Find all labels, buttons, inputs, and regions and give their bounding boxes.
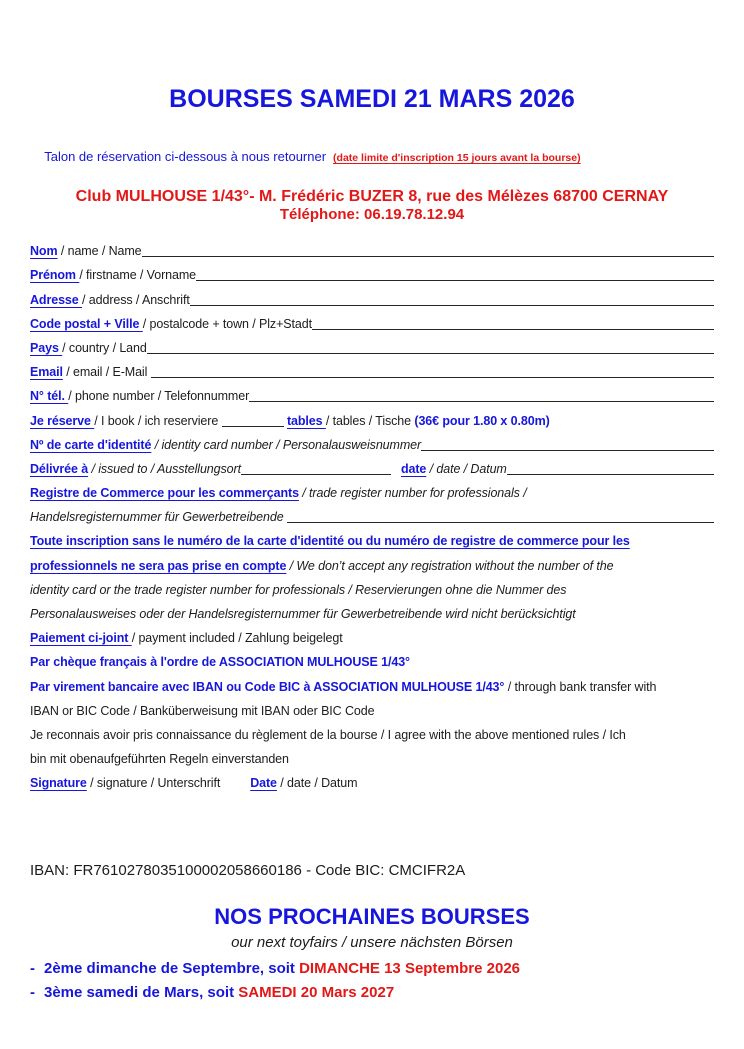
- form-text: / country / Land: [62, 340, 147, 355]
- club-address-line: Club MULHOUSE 1/43°- M. Frédéric BUZER 8, rue des Mélèzes 68700 CERNAY: [75, 188, 669, 205]
- form-line: [30, 574, 714, 598]
- fill-in-blank: [151, 377, 714, 378]
- form-text: / address / Anschrift: [82, 292, 190, 307]
- form-line: [30, 453, 714, 477]
- form-text: / date / Datum: [426, 461, 507, 476]
- form-text: date: [400, 461, 427, 476]
- form-line: [30, 283, 714, 307]
- form-text: / phone number / Telefonnummer: [68, 389, 250, 404]
- form-text: Date: [250, 776, 277, 791]
- bullet-dash: -: [30, 984, 35, 1002]
- form-text: / payment included / Zahlung beigelegt: [131, 631, 343, 646]
- form-text: / date / Datum: [276, 776, 358, 791]
- fill-in-blank: [142, 256, 714, 257]
- form-text: Je reconnais avoir pris connaissance du règlement de la bourse / I agree with the above mentioned rules / Ich: [30, 727, 626, 742]
- form-text: Code postal + Ville: [30, 316, 143, 331]
- form-line: [30, 404, 714, 428]
- form-text: / through bank transfer with: [504, 679, 657, 694]
- form-text: / issued to / Ausstellungsort: [88, 461, 241, 476]
- fill-in-blank: [190, 305, 714, 306]
- iban-line: IBAN: FR7610278035100002058660186 - Code BIC: CMCIFR2A: [30, 862, 466, 880]
- fill-in-blank: [222, 426, 284, 427]
- reservation-form: [0, 235, 744, 791]
- form-line: [30, 356, 714, 380]
- form-line: [30, 380, 714, 404]
- page-title: BOURSES SAMEDI 21 MARS 2026: [169, 85, 575, 113]
- form-text: Paiement ci-joint: [30, 631, 132, 646]
- form-text: Prénom: [30, 268, 80, 283]
- form-text: / identity card number / Personalausweisnummer: [151, 437, 422, 452]
- fill-in-blank: [312, 329, 714, 330]
- fill-in-blank: [147, 353, 714, 354]
- fill-in-blank: [507, 474, 714, 475]
- form-text: / postalcode + town / Plz+Stadt: [142, 316, 312, 331]
- fill-in-blank: [241, 474, 391, 475]
- reservation-note: Talon de réservation ci-dessous à nous retourner: [44, 149, 327, 164]
- form-text: / trade register number for professionals /: [298, 486, 527, 501]
- bourse-description: 2ème dimanche de Septembre, soit: [44, 960, 300, 978]
- form-text: Je réserve: [30, 413, 95, 428]
- phone-line: Téléphone: 06.19.78.12.94: [279, 206, 465, 223]
- form-text: Pays: [30, 340, 63, 355]
- form-line: [30, 549, 714, 573]
- form-text: / tables / Tische: [325, 413, 415, 428]
- form-line: [30, 429, 714, 453]
- fill-in-blank: [196, 280, 714, 281]
- form-text: Toute inscription sans le numéro de la carte d'identité ou du numéro de registre de commerce pour les: [30, 534, 630, 549]
- bourse-description: 3ème samedi de Mars, soit: [44, 984, 239, 1002]
- form-line: [30, 235, 714, 259]
- form-text: professionnels ne sera pas prise en compte: [30, 558, 287, 573]
- form-text: Signature: [30, 776, 87, 791]
- form-text: / firstname / Vorname: [79, 268, 197, 283]
- next-bourses-title: NOS PROCHAINES BOURSES: [214, 904, 530, 930]
- deadline-note: (date limite d'inscription 15 jours avant la bourse): [333, 152, 581, 164]
- form-text: / We don’t accept any registration without the number of the: [286, 558, 614, 573]
- form-line: [30, 477, 714, 501]
- form-text: Nom: [30, 244, 58, 259]
- form-line: [30, 695, 714, 719]
- next-bourses-list: [0, 957, 744, 1005]
- form-text: Nº de carte d'identité: [30, 437, 152, 452]
- form-line: [30, 332, 714, 356]
- form-line: [30, 308, 714, 332]
- fill-in-blank: [421, 450, 714, 451]
- next-bourses-subtitle: our next toyfairs / unsere nächsten Börsen: [231, 934, 513, 952]
- form-line: [30, 501, 714, 525]
- form-text: / I book / ich reserviere: [94, 413, 222, 428]
- upcoming-bourse-item: [30, 981, 714, 1005]
- fill-in-blank: [287, 522, 714, 523]
- form-text: Email: [30, 365, 63, 380]
- form-line: [30, 646, 714, 670]
- bullet-dash: -: [30, 960, 35, 978]
- form-text: (36€ pour 1.80 x 0.80m): [414, 413, 550, 428]
- form-line: [30, 767, 714, 791]
- form-text: Délivrée à: [30, 461, 89, 476]
- form-text: Par chèque français à l'ordre de ASSOCIATION MULHOUSE 1/43°: [30, 655, 410, 670]
- upcoming-bourse-item: [30, 957, 714, 981]
- reservation-note-line: [30, 131, 714, 184]
- form-text: Personalausweises oder der Handelsregisternummer für Gewerbetreibende wird nicht berücksichtigt: [30, 607, 576, 621]
- form-line: [30, 719, 714, 743]
- form-text: / name / Name: [57, 244, 142, 259]
- form-text: bin mit obenaufgeführten Regeln einverstanden: [30, 752, 289, 767]
- form-line: [30, 622, 714, 646]
- form-text: IBAN or BIC Code / Banküberweisung mit IBAN oder BIC Code: [30, 703, 375, 718]
- form-text: Handelsregisternummer für Gewerbetreibende: [30, 510, 287, 525]
- form-line: [30, 670, 714, 694]
- form-text: / email / E-Mail: [62, 365, 151, 380]
- bourse-date: SAMEDI 20 Mars 2027: [238, 984, 395, 1002]
- form-text: Par virement bancaire avec IBAN ou Code BIC à ASSOCIATION MULHOUSE 1/43°: [30, 679, 505, 694]
- bourse-date: DIMANCHE 13 Septembre 2026: [299, 960, 521, 978]
- form-line: [30, 743, 714, 767]
- form-text: tables: [286, 413, 326, 428]
- form-text: Registre de Commerce pour les commerçants: [30, 486, 299, 501]
- form-line: [30, 525, 714, 549]
- form-text: N° tél.: [30, 389, 69, 404]
- form-text: Adresse: [30, 292, 83, 307]
- form-text: / signature / Unterschrift: [86, 776, 221, 791]
- form-text: identity card or the trade register number for professionals / Reservierungen ohne die Nummer des: [30, 582, 567, 597]
- form-line: [30, 598, 714, 622]
- form-line: [30, 259, 714, 283]
- fill-in-blank: [249, 401, 714, 402]
